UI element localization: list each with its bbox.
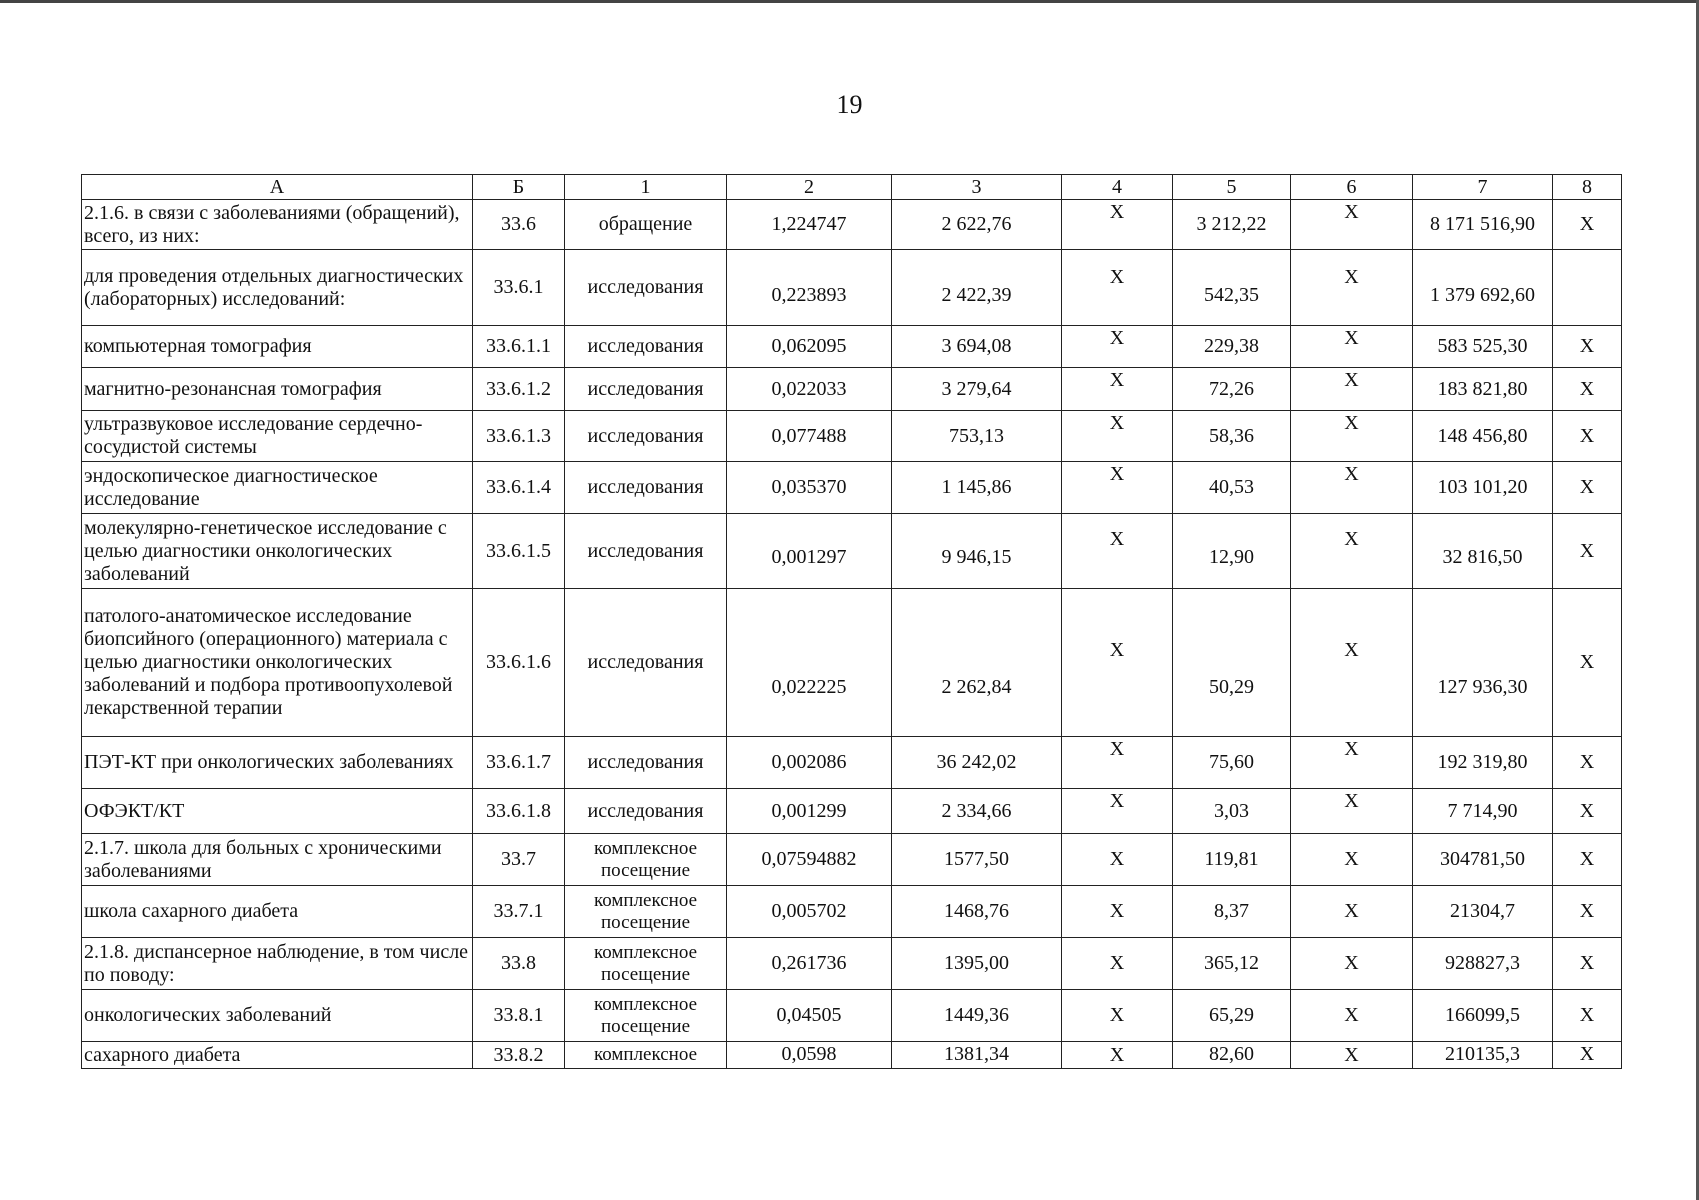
table-row — [82, 368, 1622, 411]
table-row — [82, 514, 1622, 589]
row-value-6-cell: Х — [1291, 834, 1413, 886]
row-value-4-cell: Х — [1062, 589, 1173, 737]
row-name-cell: 2.1.8. диспансерное наблюдение, в том числе по поводу: — [82, 938, 473, 990]
row-value-4-cell: Х — [1062, 834, 1173, 886]
row-unit-cell: исследования — [565, 462, 727, 514]
table-row — [82, 1042, 1622, 1069]
row-value-5-cell: 58,36 — [1173, 411, 1291, 462]
row-value-6-cell: Х — [1291, 200, 1413, 250]
row-unit-cell: комплексное посещение — [565, 938, 727, 990]
row-value-7-cell: 210135,3 — [1413, 1042, 1553, 1069]
row-value-7-cell: 192 319,80 — [1413, 737, 1553, 789]
table-row — [82, 990, 1622, 1042]
row-unit-cell: исследования — [565, 368, 727, 411]
row-value-7-cell: 583 525,30 — [1413, 326, 1553, 368]
row-value-3-cell: 1577,50 — [892, 834, 1062, 886]
row-unit-cell: исследования — [565, 789, 727, 834]
row-value-3-cell: 3 279,64 — [892, 368, 1062, 411]
row-value-2-cell: 1,224747 — [727, 200, 892, 250]
row-value-4-cell: Х — [1062, 514, 1173, 589]
row-value-4-cell: Х — [1062, 368, 1173, 411]
row-unit-cell: исследования — [565, 411, 727, 462]
row-value-7-cell: 1 379 692,60 — [1413, 250, 1553, 326]
row-value-4-cell: Х — [1062, 789, 1173, 834]
column-header-2: 2 — [727, 175, 892, 200]
column-header-3: 3 — [892, 175, 1062, 200]
row-value-3-cell: 2 622,76 — [892, 200, 1062, 250]
row-unit-cell: обращение — [565, 200, 727, 250]
row-value-3-cell: 1468,76 — [892, 886, 1062, 938]
row-value-6-cell: Х — [1291, 1042, 1413, 1069]
table-row — [82, 789, 1622, 834]
row-unit-cell: комплексное — [565, 1042, 727, 1069]
row-value-4-cell: Х — [1062, 1042, 1173, 1069]
row-value-7-cell: 103 101,20 — [1413, 462, 1553, 514]
row-value-5-cell: 40,53 — [1173, 462, 1291, 514]
row-value-4-cell: Х — [1062, 737, 1173, 789]
row-value-4-cell: Х — [1062, 250, 1173, 326]
row-code-cell: 33.6.1 — [473, 250, 565, 326]
row-value-5-cell: 50,29 — [1173, 589, 1291, 737]
row-value-3-cell: 36 242,02 — [892, 737, 1062, 789]
row-value-6-cell: Х — [1291, 737, 1413, 789]
row-name-cell: 2.1.7. школа для больных с хроническими заболеваниями — [82, 834, 473, 886]
header-row — [82, 175, 1622, 200]
row-name-cell: ультразвуковое исследование сердечно-сосудистой системы — [82, 411, 473, 462]
row-value-5-cell: 3,03 — [1173, 789, 1291, 834]
row-value-5-cell: 75,60 — [1173, 737, 1291, 789]
row-value-8-cell: Х — [1553, 589, 1622, 737]
row-value-6-cell: Х — [1291, 589, 1413, 737]
row-value-4-cell: Х — [1062, 411, 1173, 462]
row-value-5-cell: 542,35 — [1173, 250, 1291, 326]
column-header-7: 7 — [1413, 175, 1553, 200]
row-value-4-cell: Х — [1062, 886, 1173, 938]
row-unit-cell: исследования — [565, 514, 727, 589]
row-name-cell: школа сахарного диабета — [82, 886, 473, 938]
row-name-cell: ПЭТ-КТ при онкологических заболеваниях — [82, 737, 473, 789]
row-value-8-cell: Х — [1553, 411, 1622, 462]
row-value-5-cell: 365,12 — [1173, 938, 1291, 990]
row-code-cell: 33.6.1.1 — [473, 326, 565, 368]
row-value-8-cell: Х — [1553, 368, 1622, 411]
column-header-5: 5 — [1173, 175, 1291, 200]
row-unit-cell: комплексное посещение — [565, 990, 727, 1042]
row-value-7-cell: 127 936,30 — [1413, 589, 1553, 737]
column-header-6: 6 — [1291, 175, 1413, 200]
row-value-2-cell: 0,04505 — [727, 990, 892, 1042]
row-value-4-cell: Х — [1062, 200, 1173, 250]
row-name-cell: для проведения отдельных диагностических (лабораторных) исследований: — [82, 250, 473, 326]
row-code-cell: 33.6.1.6 — [473, 589, 565, 737]
row-value-7-cell: 928827,3 — [1413, 938, 1553, 990]
row-value-3-cell: 1381,34 — [892, 1042, 1062, 1069]
row-value-3-cell: 1395,00 — [892, 938, 1062, 990]
row-value-5-cell: 65,29 — [1173, 990, 1291, 1042]
column-header-4: 4 — [1062, 175, 1173, 200]
table-row — [82, 326, 1622, 368]
row-value-2-cell: 0,001299 — [727, 789, 892, 834]
row-value-6-cell: Х — [1291, 514, 1413, 589]
row-value-7-cell: 7 714,90 — [1413, 789, 1553, 834]
row-value-3-cell: 1449,36 — [892, 990, 1062, 1042]
row-value-4-cell: Х — [1062, 326, 1173, 368]
row-unit-cell: комплексное посещение — [565, 834, 727, 886]
row-value-6-cell: Х — [1291, 326, 1413, 368]
row-value-5-cell: 229,38 — [1173, 326, 1291, 368]
row-value-7-cell: 21304,7 — [1413, 886, 1553, 938]
row-value-3-cell: 3 694,08 — [892, 326, 1062, 368]
row-value-7-cell: 166099,5 — [1413, 990, 1553, 1042]
row-value-2-cell: 0,002086 — [727, 737, 892, 789]
row-value-5-cell: 3 212,22 — [1173, 200, 1291, 250]
column-header-a: А — [82, 175, 473, 200]
row-value-5-cell: 82,60 — [1173, 1042, 1291, 1069]
row-name-cell: компьютерная томография — [82, 326, 473, 368]
row-code-cell: 33.6.1.2 — [473, 368, 565, 411]
row-value-3-cell: 2 422,39 — [892, 250, 1062, 326]
row-value-5-cell: 12,90 — [1173, 514, 1291, 589]
row-value-3-cell: 9 946,15 — [892, 514, 1062, 589]
row-code-cell: 33.6.1.7 — [473, 737, 565, 789]
row-code-cell: 33.8.2 — [473, 1042, 565, 1069]
row-value-8-cell: Х — [1553, 990, 1622, 1042]
row-value-2-cell: 0,062095 — [727, 326, 892, 368]
row-value-2-cell: 0,035370 — [727, 462, 892, 514]
row-code-cell: 33.6.1.3 — [473, 411, 565, 462]
row-value-6-cell: Х — [1291, 789, 1413, 834]
table-row — [82, 250, 1622, 326]
row-name-cell: патолого-анатомическое исследование биопсийного (операционного) материала с целью диагностики онкологических заболеваний и подбора противоопухолевой лекарственной терапии — [82, 589, 473, 737]
row-value-7-cell: 183 821,80 — [1413, 368, 1553, 411]
row-value-2-cell: 0,001297 — [727, 514, 892, 589]
row-name-cell: молекулярно-генетическое исследование с целью диагностики онкологических заболеваний — [82, 514, 473, 589]
row-code-cell: 33.7 — [473, 834, 565, 886]
row-value-3-cell: 2 334,66 — [892, 789, 1062, 834]
row-value-8-cell: Х — [1553, 462, 1622, 514]
row-value-6-cell: Х — [1291, 990, 1413, 1042]
row-value-8-cell: Х — [1553, 326, 1622, 368]
row-value-6-cell: Х — [1291, 938, 1413, 990]
row-value-2-cell: 0,022033 — [727, 368, 892, 411]
row-value-8-cell: Х — [1553, 200, 1622, 250]
column-header-1: 1 — [565, 175, 727, 200]
row-value-7-cell: 148 456,80 — [1413, 411, 1553, 462]
row-code-cell: 33.8.1 — [473, 990, 565, 1042]
row-name-cell: 2.1.6. в связи с заболеваниями (обращений), всего, из них: — [82, 200, 473, 250]
row-value-7-cell: 8 171 516,90 — [1413, 200, 1553, 250]
row-value-8-cell: Х — [1553, 834, 1622, 886]
row-value-8-cell: Х — [1553, 886, 1622, 938]
row-code-cell: 33.7.1 — [473, 886, 565, 938]
row-value-8-cell — [1553, 250, 1622, 326]
row-name-cell: эндоскопическое диагностическое исследование — [82, 462, 473, 514]
data-table — [81, 174, 1622, 1069]
row-value-6-cell: Х — [1291, 462, 1413, 514]
row-value-3-cell: 753,13 — [892, 411, 1062, 462]
row-value-4-cell: Х — [1062, 462, 1173, 514]
row-name-cell: онкологических заболеваний — [82, 990, 473, 1042]
column-header-b: Б — [473, 175, 565, 200]
row-value-6-cell: Х — [1291, 886, 1413, 938]
table-row — [82, 737, 1622, 789]
row-value-8-cell: Х — [1553, 1042, 1622, 1069]
row-value-2-cell: 0,0598 — [727, 1042, 892, 1069]
row-unit-cell: исследования — [565, 326, 727, 368]
row-value-5-cell: 119,81 — [1173, 834, 1291, 886]
row-value-2-cell: 0,07594882 — [727, 834, 892, 886]
row-code-cell: 33.6.1.8 — [473, 789, 565, 834]
row-value-3-cell: 1 145,86 — [892, 462, 1062, 514]
row-unit-cell: исследования — [565, 589, 727, 737]
row-code-cell: 33.6.1.5 — [473, 514, 565, 589]
row-value-5-cell: 8,37 — [1173, 886, 1291, 938]
row-value-3-cell: 2 262,84 — [892, 589, 1062, 737]
row-value-6-cell: Х — [1291, 368, 1413, 411]
row-code-cell: 33.6 — [473, 200, 565, 250]
row-code-cell: 33.6.1.4 — [473, 462, 565, 514]
row-value-2-cell: 0,223893 — [727, 250, 892, 326]
row-value-7-cell: 304781,50 — [1413, 834, 1553, 886]
row-value-7-cell: 32 816,50 — [1413, 514, 1553, 589]
row-unit-cell: комплексное посещение — [565, 886, 727, 938]
table-row — [82, 589, 1622, 737]
column-header-8: 8 — [1553, 175, 1622, 200]
table-row — [82, 411, 1622, 462]
table-row — [82, 938, 1622, 990]
scan-edge-top — [0, 0, 1699, 3]
row-value-4-cell: Х — [1062, 938, 1173, 990]
row-unit-cell: исследования — [565, 737, 727, 789]
table-row — [82, 886, 1622, 938]
table-row — [82, 834, 1622, 886]
row-unit-cell: исследования — [565, 250, 727, 326]
table-row — [82, 200, 1622, 250]
row-value-4-cell: Х — [1062, 990, 1173, 1042]
page-number: 19 — [836, 90, 863, 119]
row-name-cell: ОФЭКТ/КТ — [82, 789, 473, 834]
row-value-8-cell: Х — [1553, 737, 1622, 789]
row-value-8-cell: Х — [1553, 938, 1622, 990]
row-value-2-cell: 0,005702 — [727, 886, 892, 938]
table-row — [82, 462, 1622, 514]
row-value-6-cell: Х — [1291, 250, 1413, 326]
row-value-2-cell: 0,077488 — [727, 411, 892, 462]
row-value-8-cell: Х — [1553, 514, 1622, 589]
row-value-2-cell: 0,022225 — [727, 589, 892, 737]
row-value-5-cell: 72,26 — [1173, 368, 1291, 411]
row-name-cell: сахарного диабета — [82, 1042, 473, 1069]
row-value-6-cell: Х — [1291, 411, 1413, 462]
row-code-cell: 33.8 — [473, 938, 565, 990]
row-value-8-cell: Х — [1553, 789, 1622, 834]
row-name-cell: магнитно-резонансная томография — [82, 368, 473, 411]
row-value-2-cell: 0,261736 — [727, 938, 892, 990]
